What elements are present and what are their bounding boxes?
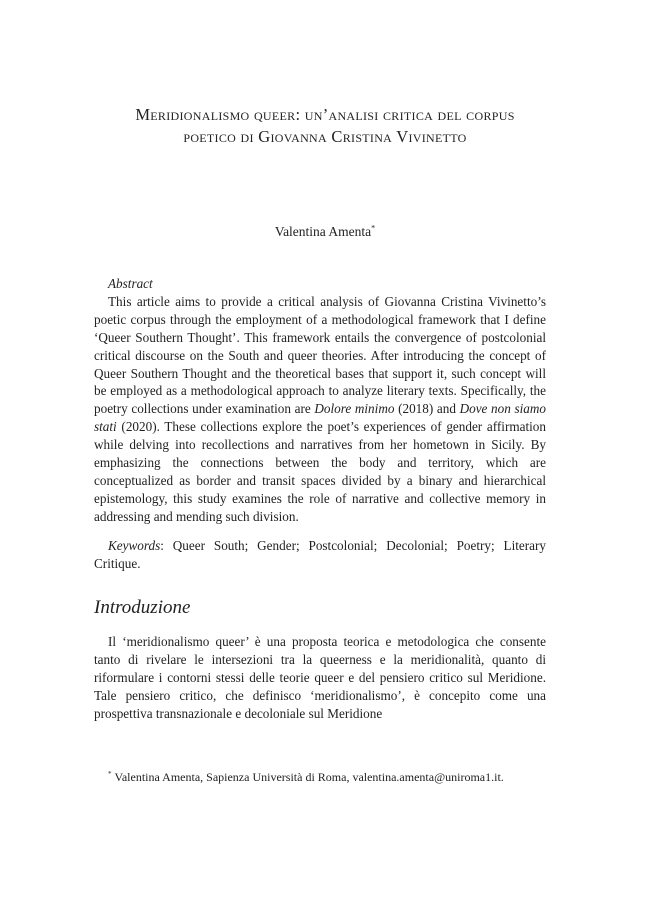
footnote-mark: * [108, 770, 112, 778]
footnote [108, 770, 568, 785]
intro-paragraph: Il ‘meridionalismo queer’ è una proposta teorica e metodologica che consente tanto di rivelare le intersezioni tra la queerness e la meridionalità, quanto di riformulare i contorni stessi delle teorie queer e del pensiero critico sul Meridione. Tale pensiero critico, che definisco ‘meridionalismo’, è concepito come una prospettiva transnazionale e decoloniale sul Meridione [94, 634, 546, 721]
article-title [60, 104, 590, 148]
abstract-body [94, 293, 546, 526]
abstract-body-part-2: (2018) and [394, 401, 460, 417]
keywords-block [94, 537, 546, 573]
keywords-label: Keywords [108, 538, 161, 553]
abstract-block [94, 275, 546, 526]
abstract-body-part-3: (2020). These collections explore the poet’s experiences of gender affirmation while delving into recollections and narratives from her hometown in Sicily. By emphasizing the connections between the body and territory, which are conceptualized as border and transit spaces divided by a binary and hierarchical epistemology, this study examines the role of narrative and collective memory in addressing and mending such division. [94, 419, 546, 524]
footnote-text: Valentina Amenta, Sapienza Università di Roma, valentina.amenta@uniroma1.it. [114, 770, 504, 784]
abstract-work-title-1: Dolore minimo [314, 401, 395, 417]
title-line-1: Meridionalismo queer: un’analisi critica del corpus [135, 105, 515, 124]
abstract-body-part-1: This article aims to provide a critical analysis of Giovanna Cristina Vivinetto’s poetic corpus through the employment of a methodological framework that I define ‘Queer Southern Thought’. This framework entails the convergence of postcolonial critical discourse on the South and queer theories. After introducing the concept of Queer Southern Thought and the theoretical bases that support it, such concept will be employed as a methodological approach to analyze literary texts. Specifically, the poetry collections under examination are [94, 293, 546, 417]
section-heading-introduzione: Introduzione [94, 597, 191, 618]
abstract-label: Abstract [108, 276, 153, 291]
abstract-work-title-2: Dove non siamo stati [94, 401, 546, 435]
author-name: Valentina Amenta [274, 224, 372, 239]
author-footnote-mark[interactable]: * [371, 223, 376, 233]
intro-block [94, 633, 546, 723]
keywords-paragraph [94, 537, 546, 573]
title-line-2: poetico di Giovanna Cristina Vivinetto [183, 127, 467, 146]
keywords-list: : Queer South; Gender; Postcolonial; Decolonial; Poetry; Literary Critique. [94, 538, 546, 571]
author-byline [0, 224, 650, 240]
